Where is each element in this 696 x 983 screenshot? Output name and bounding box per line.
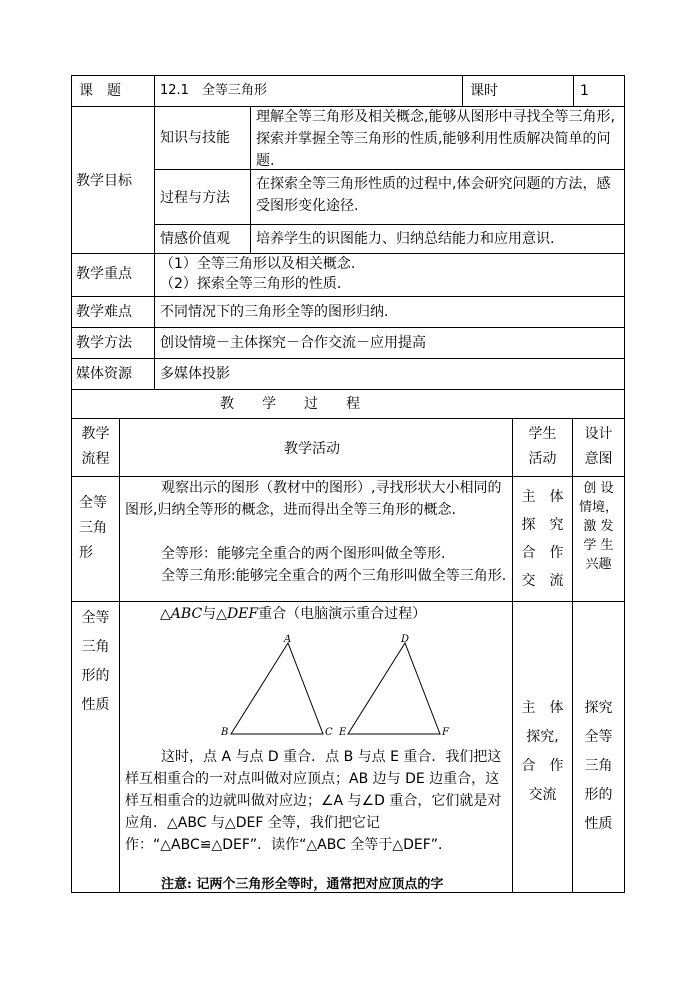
objective-process-label: 过程与方法 [160,190,230,206]
objective-emotion-label: 情感价值观 [160,231,230,247]
col-activity-header: 教学活动 [284,441,340,457]
topic-label: 课 题 [79,83,121,99]
section1-para2: 全等形：能够完全重合的两个图形叫做全等形. [161,546,446,562]
col-student-header: 学生 活动 [528,426,557,467]
vertex-c-label: C [325,727,333,738]
media-label: 媒体资源 [76,366,132,382]
objective-emotion-text: 培养学生的识图能力、归纳总结能力和应用意识. [256,231,555,247]
col-design-header: 设计 意图 [584,426,613,467]
section1-design: 创 设 情境， 激 发 学 生 兴趣 [578,481,618,572]
section1-student: 主 体 探 究 合 作 交 流 [521,489,564,589]
vertex-e-label: E [339,727,347,738]
section1-flow: 全等 三角 形 [79,495,107,561]
vertex-a-label: A [284,634,292,645]
objective-knowledge-label: 知识与技能 [160,130,230,146]
congruent-triangles-figure [220,630,460,742]
key-point-item: （1）全等三角形以及相关概念. [160,256,356,272]
section1-para3: 全等三角形:能够完全重合的两个三角形叫做全等三角形. [161,568,507,584]
difficulty-label: 教学难点 [76,304,132,320]
period-label: 课时 [470,83,498,99]
vertex-d-label: D [401,634,410,645]
section2-note: 注意: 记两个三角形全等时，通常把对应顶点的字 [161,877,444,892]
difficulty-text: 不同情况下的三角形全等的图形归纳. [160,304,389,320]
process-title: 教 学 过 程 [220,396,360,412]
section1-para1: 观察出示的图形（教材中的图形）,寻找形状大小相同的图形,归纳全等形的概念，进而得出全等三角形的概念. [125,480,502,518]
method-text: 创设情境－主体探究－合作交流－应用提高 [160,335,426,351]
triangle-abc [231,643,323,734]
objectives-label: 教学目标 [76,173,132,189]
section2-intro: △ABC与△DEF重合（电脑演示重合过程） [160,606,427,622]
section2-para: 这时，点 A 与点 D 重合．点 B 与点 E 重合．我们把这样互相重合的一对点叫做对应顶点；AB 边与 DE 边重合，这样互相重合的边就叫做对应边；∠A 与∠D 重合，它们就是对应角．△ABC 与△DEF 全等，我们把它记作：“△ABC≌△DEF”．读作“△ABC 全等于△DEF”． [125,749,502,853]
section2-flow: 全等 三角 形的 性质 [81,610,110,713]
vertex-b-label: B [221,727,229,738]
section2-student: 主 体 探究, 合 作 交流 [521,700,564,803]
media-text: 多媒体投影 [160,366,230,382]
vertex-f-label: F [442,727,449,738]
key-points-label: 教学重点 [76,266,132,282]
topic-value: 12.1 全等三角形 [160,83,267,98]
col-flow-header: 教学 流程 [81,426,110,467]
period-value: 1 [580,83,589,99]
section2-design: 探究 全等 三角 形的 性质 [584,700,613,832]
objective-knowledge-text: 理解全等三角形及相关概念,能够从图形中寻找全等三角形,探索并掌握全等三角形的性质,能够利用性质解决简单的问题. [256,109,615,169]
triangle-def [348,643,440,734]
method-label: 教学方法 [76,335,132,351]
key-point-item: （2）探索全等三角形的性质. [160,276,342,292]
objective-process-text: 在探索全等三角形性质的过程中,体会研究问题的方法，感受图形变化途径. [256,176,611,214]
